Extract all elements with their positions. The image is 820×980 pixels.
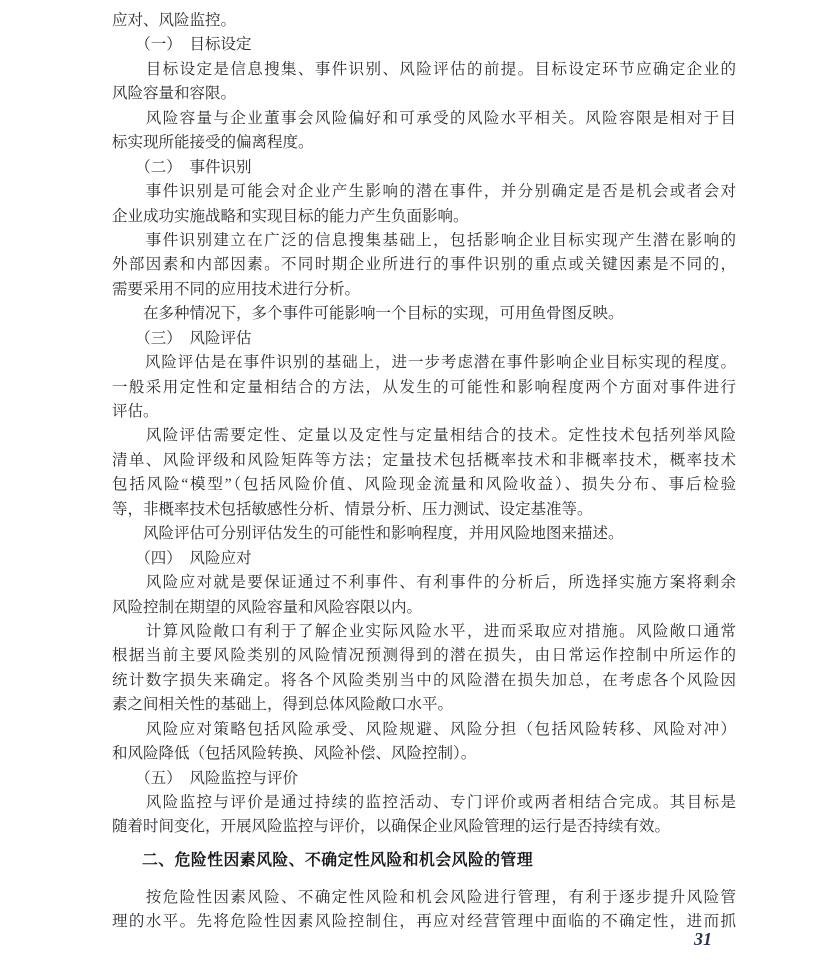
- page-number: 31: [694, 929, 712, 949]
- text-line: 按危险性因素风险、不确定性风险和机会风险进行管理，有利于逐步提升风险管: [112, 888, 736, 906]
- text-line: 一般采用定性和定量相结合的方法，从发生的可能性和影响程度两个方面对事件进行: [112, 378, 736, 396]
- text-line: （二） 事件识别: [112, 158, 252, 176]
- text-line: 事件识别是可能会对企业产生影响的潜在事件，并分别确定是否是机会或者会对: [112, 183, 736, 201]
- text-line: 统计数字损失来确定。将各个风险类别当中的风险潜在损失加总，在考虑各个风险因: [112, 671, 736, 689]
- text-line: （一） 目标设定: [112, 36, 252, 54]
- text-line: 风险评估可分别评估发生的可能性和影响程度，并用风险地图来描述。: [112, 525, 624, 543]
- text-line: 在多种情况下，多个事件可能影响一个目标的实现，可用鱼骨图反映。: [112, 305, 624, 323]
- text-line: 清单、风险评级和风险矩阵等方法；定量技术包括概率技术和非概率技术，概率技术: [112, 451, 736, 469]
- text-line: 素之间相关性的基础上，得到总体风险敞口水平。: [112, 696, 454, 714]
- text-line: 随着时间变化，开展风险监控与评价，以确保企业风险管理的运行是否持续有效。: [112, 818, 671, 836]
- text-line: 事件识别建立在广泛的信息搜集基础上，包括影响企业目标实现产生潜在影响的: [112, 231, 736, 249]
- text-line: 和风险降低（包括风险转换、风险补偿、风险控制）。: [112, 745, 477, 763]
- text-line: 企业成功实施战略和实现目标的能力产生负面影响。: [112, 207, 469, 225]
- text-line: 评估。: [112, 403, 159, 420]
- body-lines: [112, 9, 736, 840]
- text-line: （四） 风险应对: [112, 549, 252, 567]
- text-line: 需要采用不同的应用技术进行分析。: [112, 280, 361, 298]
- text-line: 风险应对策略包括风险承受、风险规避、风险分担（包括风险转移、风险对冲）: [112, 720, 736, 738]
- text-line: 风险评估需要定性、定量以及定性与定量相结合的技术。定性技术包括列举风险: [112, 427, 736, 445]
- section-heading: 二、危险性因素风险、不确定性风险和机会风险的管理: [142, 851, 534, 869]
- text-line: 风险控制在期望的风险容量和风险容限以内。: [112, 598, 423, 616]
- text-line: 包括风险“模型”（包括风险价值、风险现金流量和风险收益）、损失分布、事后检验: [112, 476, 736, 494]
- text-line: 风险容量与企业董事会风险偏好和可承受的风险水平相关。风险容限是相对于目: [112, 109, 736, 127]
- tail-lines: [112, 886, 736, 935]
- text-line: 标实现所能接受的偏离程度。: [112, 134, 314, 152]
- text-line: 风险监控与评价是通过持续的监控活动、专门评价或两者相结合完成。其目标是: [112, 794, 736, 811]
- text-line: 外部因素和内部因素。不同时期企业所进行的事件识别的重点或关键因素是不同的，: [112, 256, 736, 274]
- text-line: 根据当前主要风险类别的风险情况预测得到的潜在损失，由日常运作控制中所运作的: [112, 647, 736, 665]
- text-line: 风险应对就是要保证通过不利事件、有利事件的分析后，所选择实施方案将剩余: [112, 574, 736, 592]
- text-line: 目标设定是信息搜集、事件识别、风险评估的前提。目标设定环节应确定企业的: [112, 60, 736, 78]
- page-body: [112, 9, 736, 935]
- text-line: 理的水平。先将危险性因素风险控制住，再应对经营管理中面临的不确定性，进而抓: [112, 913, 736, 931]
- text-line: 应对、风险监控。: [112, 12, 237, 29]
- text-line: 计算风险敞口有利于了解企业实际风险水平，进而采取应对措施。风险敞口通常: [112, 622, 736, 640]
- text-line: 等，非概率技术包括敏感性分析、情景分析、压力测试、设定基准等。: [112, 500, 593, 518]
- text-line: （三） 风险评估: [112, 329, 252, 347]
- text-line: 风险容量和容限。: [112, 85, 237, 103]
- text-line: （五） 风险监控与评价: [112, 769, 299, 787]
- text-line: 风险评估是在事件识别的基础上，进一步考虑潜在事件影响企业目标实现的程度。: [112, 354, 736, 372]
